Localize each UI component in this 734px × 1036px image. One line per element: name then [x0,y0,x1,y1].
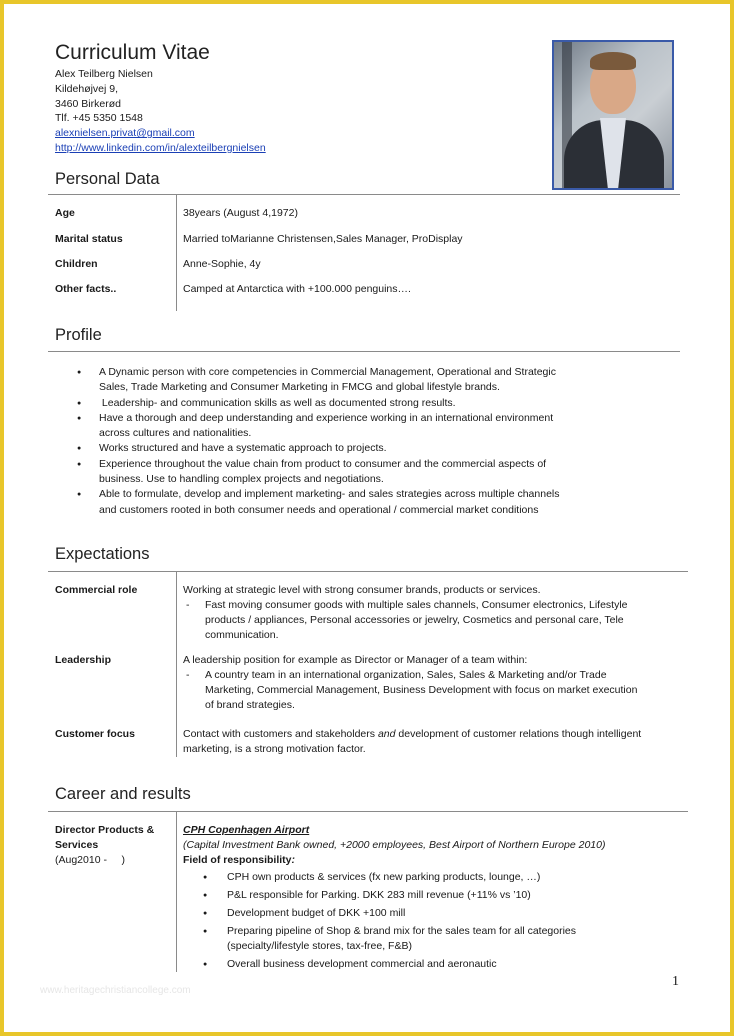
personal-data-heading: Personal Data [55,170,160,188]
profile-item: ● A Dynamic person with core competencies in Commercial Management, Operational and Strategic Sales, Trade Marketing and Consumer Marketing in FMCG and global lifestyle brands. [77,365,617,396]
responsibility-item: ● P&L responsible for Parking. DKK 283 mill revenue (+11% vs ’10) [183,888,688,903]
commercial-role-text: Working at strategic level with strong consumer brands, products or services. - Fast moving consumer goods with multiple sales channels, Consumer electronics, Lifestyle products / appliances, Personal accessories or jewelry, Cosmetics and personal care, Tele communication. [183,583,688,643]
profile-heading: Profile [55,326,102,344]
field-of-responsibility: Field of responsibility: [183,854,296,866]
personal-label-other: Other facts.. [55,283,117,295]
column-divider [176,572,177,757]
personal-value-age: 38years (August 4,1972) [183,207,298,219]
profile-photo [552,40,674,190]
personal-label-marital: Marital status [55,233,123,245]
section-divider [48,194,680,195]
career-heading: Career and results [55,785,191,803]
personal-label-age: Age [55,207,75,219]
personal-value-children: Anne-Sophie, 4y [183,258,261,270]
career-details [183,823,688,975]
watermark: www.heritagechristiancollege.com [40,985,191,996]
street-address: Kildehøjvej 9, [55,82,119,95]
responsibility-item: ● Overall business development commercial and aeronautic [183,957,688,972]
personal-value-marital: Married toMarianne Christensen,Sales Manager, ProDisplay [183,233,463,245]
career-role-title: Director Products & Services [55,824,155,851]
section-divider [48,351,680,352]
full-name: Alex Teilberg Nielsen [55,68,153,80]
company-name: CPH Copenhagen Airport [183,824,310,836]
cv-page [4,4,730,1032]
career-period: (Aug2010 - ) [55,854,126,866]
profile-item: ● Experience throughout the value chain from product to consumer and the commercial aspects of business. Use to handling complex projects and negotiations. [77,457,617,488]
document-title: Curriculum Vitae [55,41,210,64]
responsibility-item: ● CPH own products & services (fx new parking products, lounge, …) [183,870,688,885]
profile-list [77,365,617,518]
city-address: 3460 Birkerød [55,97,121,110]
responsibility-item: ● Preparing pipeline of Shop & brand mix for the sales team for all categories (specialty/lifestyle stores, tax-free, F&B) [183,924,688,954]
profile-item: ● Works structured and have a systematic approach to projects. [77,441,617,456]
linkedin-link[interactable]: http://www.linkedin.com/in/alexteilbergnielsen [55,141,266,154]
profile-item: ● Leadership- and communication skills as well as documented strong results. [77,396,617,411]
profile-item: ● Have a thorough and deep understanding and experience working in an international environment across cultures and nationalities. [77,411,617,442]
personal-value-other: Camped at Antarctica with +100.000 penguins…. [183,283,411,295]
phone-number: Tlf. +45 5350 1548 [55,112,143,125]
section-divider [48,811,688,812]
column-divider [176,195,177,311]
responsibility-item: ● Development budget of DKK +100 mill [183,906,688,921]
profile-item: ● Able to formulate, develop and implement marketing- and sales strategies across multiple channels and customers rooted in both consumer needs and operational / commercial market conditions [77,487,617,518]
personal-label-children: Children [55,258,98,270]
company-description: (Capital Investment Bank owned, +2000 employees, Best Airport of Northern Europe 2010) [183,839,606,851]
career-role [55,823,154,868]
expectations-heading: Expectations [55,545,150,563]
customer-focus-label: Customer focus [55,728,135,740]
email-link[interactable]: alexnielsen.privat@gmail.com [55,127,195,140]
section-divider [48,571,688,572]
leadership-label: Leadership [55,654,112,666]
commercial-role-label: Commercial role [55,584,138,596]
leadership-text: A leadership position for example as Director or Manager of a team within: - A country team in an international organization, Sales, Sales & Marketing and/or Trade Marketing, Commercial Management, Business Development with focus on market execution of brand strategies. [183,653,688,713]
page-number: 1 [672,974,679,989]
customer-focus-text: Contact with customers and stakeholders and development of customer relations though intelligent marketing, is a strong motivation factor. [183,728,642,755]
responsibility-list [183,870,688,972]
column-divider [176,812,177,972]
contact-block [55,67,266,156]
